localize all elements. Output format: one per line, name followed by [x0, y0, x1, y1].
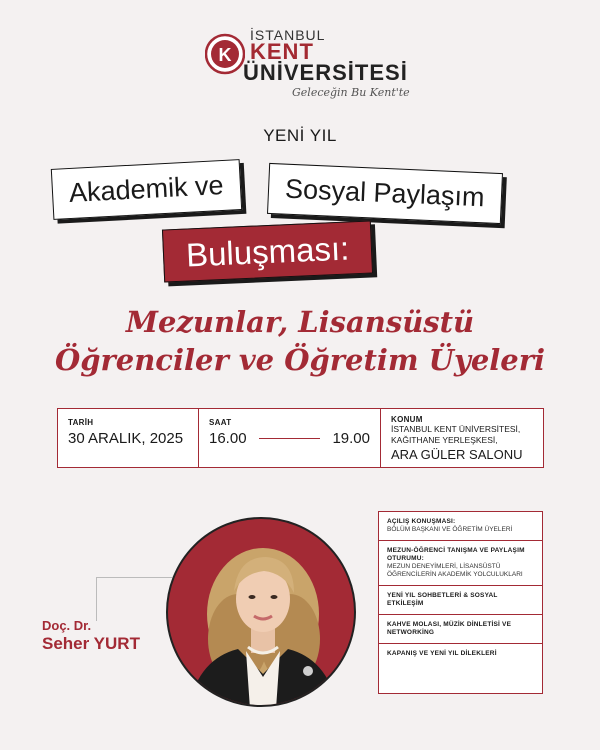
logo-slogan: Geleceğin Bu Kent'te: [292, 86, 410, 99]
program-item-title: AÇILIŞ KONUŞMASI:: [387, 518, 456, 525]
speaker-connector-line: [96, 577, 97, 621]
date-label: TARİH: [68, 418, 94, 427]
program-item: [379, 586, 542, 615]
speaker-title: Doç. Dr.: [42, 618, 92, 633]
program-item: [379, 541, 542, 586]
program-item-title: YENİ YIL SOHBETLERİ & SOSYAL ETKİLEŞİM: [387, 592, 498, 607]
program-item: [379, 615, 542, 644]
speaker-photo: [166, 517, 356, 707]
program-item-title: KAPANIŞ VE YENİ YIL DİLEKLERİ: [387, 650, 497, 657]
subtitle-line-2: Öğrenciler ve Öğretim Üyeleri: [54, 343, 546, 377]
speaker-portrait-illustration: [168, 519, 356, 707]
time-range-line: [259, 438, 321, 439]
time-end: 19.00: [332, 430, 370, 447]
date-cell: [58, 409, 198, 467]
speaker-name: [42, 634, 140, 654]
location-line-2: KAĞITHANE YERLEŞKESİ,: [391, 435, 498, 445]
time-cell: [199, 409, 380, 467]
location-line-3: ARA GÜLER SALONU: [391, 447, 523, 462]
location-label: KONUM: [391, 415, 423, 424]
university-logo-mark: [205, 32, 245, 76]
program-item-title: MEZUN-ÖĞRENCİ TANIŞMA VE PAYLAŞIM OTURUMU:: [387, 547, 525, 562]
logo-text-universitesi: ÜNİVERSİTESİ: [243, 60, 408, 85]
program-item-desc: MEZUN DENEYİMLERİ, LİSANSÜSTÜ ÖĞRENCİLERİN AKADEMİK YOLCULUKLARI: [387, 563, 523, 578]
event-info-bar: [57, 408, 544, 468]
program-list: [378, 511, 543, 694]
logo-text-kent: KENT: [250, 39, 314, 64]
location-cell: [381, 409, 543, 467]
headline-box-akademik: Akademik ve: [51, 159, 242, 220]
program-item-title: KAHVE MOLASI, MÜZİK DİNLETİSİ VE NETWORKİNG: [387, 621, 512, 636]
program-item: [379, 644, 542, 664]
program-item-desc: BÖLÜM BAŞKANI VE ÖĞRETİM ÜYELERİ: [387, 526, 513, 533]
time-label: SAAT: [209, 418, 232, 427]
time-start: 16.00: [209, 430, 247, 447]
speaker-last-name: YURT: [93, 634, 140, 653]
logo-mark-letter: K: [218, 45, 232, 65]
program-item: [379, 512, 542, 541]
headline-box-bulusmasi: Buluşması:: [162, 220, 373, 282]
speaker-connector-line: [96, 577, 172, 578]
location-line-1: İSTANBUL KENT ÜNİVERSİTESİ,: [391, 424, 521, 434]
logo-text-istanbul: İSTANBUL: [250, 27, 326, 43]
pretitle: YENİ YIL: [263, 126, 337, 145]
subtitle-line-1: Mezunlar, Lisansüstü: [125, 305, 475, 339]
speaker-first-name: Seher: [42, 634, 90, 653]
date-value: 30 ARALIK, 2025: [68, 430, 184, 447]
headline-box-sosyal: Sosyal Paylaşım: [267, 163, 503, 224]
